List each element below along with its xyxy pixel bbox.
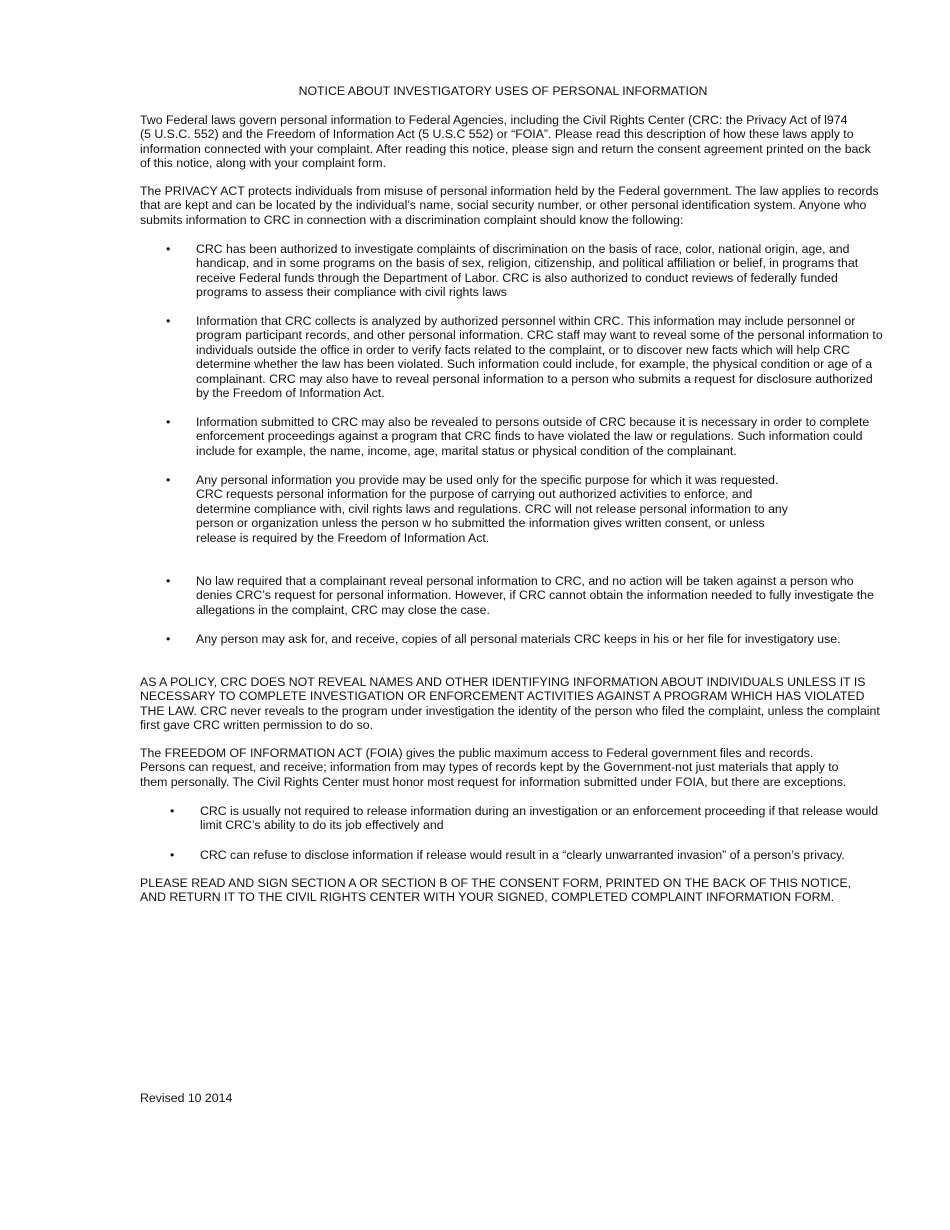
text-line: CRC is usually not required to release information during an investigation or an enforcement proceeding if that release would <box>200 804 879 818</box>
text-line: No law required that a complainant reveal personal information to CRC, and no action will be taken against a person who <box>196 574 854 588</box>
text-line: AS A POLICY, CRC DOES NOT REVEAL NAMES AND OTHER IDENTIFYING INFORMATION ABOUT INDIVIDUALS UNLESS IT IS <box>140 675 866 689</box>
text-line: Information that CRC collects is analyzed by authorized personnel within CRC. This information may include personnel or <box>196 314 856 328</box>
foia-paragraph <box>140 746 846 789</box>
text-line: submits information to CRC in connection with a discrimination complaint should know the following: <box>140 212 684 227</box>
text-line: denies CRC’s request for personal information. However, if CRC cannot obtain the information needed to fully investigate the <box>196 588 874 603</box>
list-item-text <box>200 848 845 862</box>
bullet-icon: • <box>166 473 171 487</box>
intro-paragraph <box>140 113 871 171</box>
text-line: THE LAW. CRC never reveals to the program under investigation the identity of the person who filed the complaint, unless the complaint <box>140 703 880 718</box>
bullet-icon: • <box>170 804 175 818</box>
bullet-icon: • <box>166 574 171 588</box>
list-item-text <box>196 574 874 617</box>
list-item-text <box>200 804 878 833</box>
text-line: individuals outside the office in order to verify facts related to the complaint, or to discover new facts which will help CRC <box>196 342 850 357</box>
text-line: determine compliance with, civil rights laws and regulations. CRC will not release personal information to any <box>196 501 788 516</box>
bullet-icon: • <box>166 415 171 429</box>
text-line: information connected with your complaint. After reading this notice, please sign and return the consent agreement printed on the back <box>140 141 871 156</box>
bullet-icon: • <box>170 848 175 862</box>
text-line: Two Federal laws govern personal information to Federal Agencies, including the Civil Rights Center (CRC: the Privacy Act of l974 <box>140 113 848 127</box>
privacy-act-paragraph <box>140 184 879 227</box>
text-line: AND RETURN IT TO THE CIVIL RIGHTS CENTER WITH YOUR SIGNED, COMPLETED COMPLAINT INFORMATION FORM. <box>140 890 835 905</box>
text-line: receive Federal funds through the Department of Labor. CRC is also authorized to conduct reviews of federally funded <box>196 270 838 285</box>
text-line: CRC has been authorized to investigate complaints of discrimination on the basis of race, color, national origin, age, and <box>196 242 850 256</box>
text-line: complainant. CRC may also have to reveal personal information to a person who submits a request for disclosure authorized <box>196 371 873 386</box>
list-item-text <box>196 632 841 646</box>
list-item-text <box>196 314 883 400</box>
text-line: programs to assess their compliance with civil rights laws <box>196 285 507 300</box>
list-item-text <box>196 473 788 545</box>
bullet-icon: • <box>166 242 171 256</box>
text-line: Persons can request, and receive; information from may types of records kept by the Government-not just materials that apply to <box>140 760 839 775</box>
bullet-icon: • <box>166 632 171 646</box>
text-line: by the Freedom of Information Act. <box>196 386 385 401</box>
text-line: Information submitted to CRC may also be revealed to persons outside of CRC because it is necessary in order to complete <box>196 415 870 429</box>
text-line: NECESSARY TO COMPLETE INVESTIGATION OR ENFORCEMENT ACTIVITIES AGAINST A PROGRAM WHICH HAS VIOLATED <box>140 689 865 704</box>
text-line: person or organization unless the person w ho submitted the information gives written consent, or unless <box>196 516 765 531</box>
text-line: The FREEDOM OF INFORMATION ACT (FOIA) gives the public maximum access to Federal government files and records. <box>140 746 814 760</box>
revision-date: Revised 10 2014 <box>140 1091 233 1105</box>
text-line: include for example, the name, income, age, marital status or physical condition of the complainant. <box>196 443 737 458</box>
text-line: PLEASE READ AND SIGN SECTION A OR SECTION B OF THE CONSENT FORM, PRINTED ON THE BACK OF THIS NOTICE, <box>140 876 852 890</box>
text-line: enforcement proceedings against a program that CRC finds to have violated the law or regulations. Such information could <box>196 429 863 444</box>
text-line: Any person may ask for, and receive, copies of all personal materials CRC keeps in his or her file for investigatory use. <box>196 632 841 646</box>
text-line: Any personal information you provide may be used only for the specific purpose for which it was requested. <box>196 473 779 487</box>
list-item-text <box>196 415 869 458</box>
text-line: first gave CRC written permission to do so. <box>140 718 374 733</box>
text-line: release is required by the Freedom of Information Act. <box>196 530 490 545</box>
text-line: The PRIVACY ACT protects individuals from misuse of personal information held by the Federal government. The law applies to records <box>140 184 879 198</box>
text-line: program participant records, and other personal information. CRC staff may want to reveal some of the personal information to <box>196 328 883 343</box>
closing-paragraph <box>140 876 851 905</box>
bullet-icon: • <box>166 314 171 328</box>
page-title: NOTICE ABOUT INVESTIGATORY USES OF PERSONAL INFORMATION <box>298 84 708 98</box>
text-line: CRC can refuse to disclose information if release would result in a “clearly unwarranted invasion” of a person’s privacy. <box>200 848 845 862</box>
text-line: handicap, and in some programs on the basis of sex, religion, citizenship, and political affiliation or belief, in programs that <box>196 256 859 271</box>
text-line: them personally. The Civil Rights Center must honor most request for information submitted under FOIA, but there are exceptions. <box>140 774 847 789</box>
policy-paragraph <box>140 675 880 733</box>
text-line: (5 U.S.C. 552) and the Freedom of Information Act (5 U.S.C 552) or “FOIA”. Please read this description of how these laws apply to <box>140 127 854 142</box>
text-line: that are kept and can be located by the individual’s name, social security number, or other personal identification system. Anyone who <box>140 198 867 213</box>
text-line: determine whether the law has been violated. Such information could include, for example, the physical condition or age of a <box>196 357 873 372</box>
text-line: of this notice, along with your complaint form. <box>140 156 387 171</box>
text-line: CRC requests personal information for the purpose of carrying out authorized activities to enforce, and <box>196 487 753 502</box>
text-line: allegations in the complaint, CRC may close the case. <box>196 602 490 617</box>
list-item-text <box>196 242 858 300</box>
text-line: limit CRC’s ability to do its job effectively and <box>200 818 444 833</box>
